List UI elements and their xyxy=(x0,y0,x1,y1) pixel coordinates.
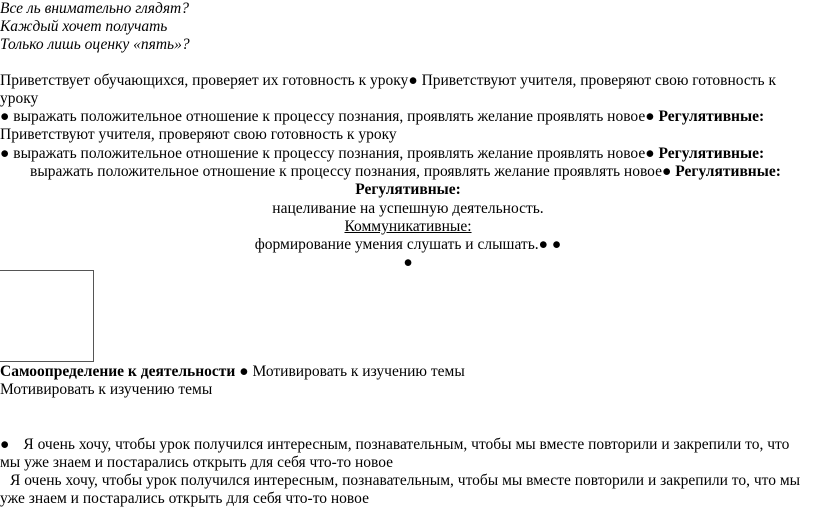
bullet-centered: ● xyxy=(403,254,413,271)
bullet: ● xyxy=(645,145,655,162)
regulative-heading: Регулятивные: xyxy=(355,181,461,198)
speech-line-1: ● Я очень хочу, чтобы урок получился интересным, познавательным, чтобы мы вместе повторили и закрепили то, что xyxy=(0,436,790,453)
bullet: ● xyxy=(0,108,10,125)
communicative-heading: Коммуникативные: xyxy=(344,218,472,235)
empty-frame xyxy=(0,270,94,362)
speech-line-2: мы уже знаем и постарались открыть для себя что-то новое xyxy=(0,454,394,471)
regulative-label: Регулятивные: xyxy=(671,163,781,180)
stage-line: Самоопределение к деятельности ● Мотивировать к изучению темы xyxy=(0,363,465,380)
bullet: ● xyxy=(408,72,418,89)
poem-line-1: Все ль внимательно глядят? xyxy=(0,0,190,17)
poem-line-3: Только лишь оценку «пять»? xyxy=(0,36,190,53)
communicative-text: формирование умения слушать и слышать.● ● xyxy=(254,236,562,253)
bullet: ● xyxy=(551,236,562,253)
bullet: ● xyxy=(538,236,549,253)
speech-line-4: уже знаем и постарались открыть для себя что-то новое xyxy=(0,490,369,507)
regulative-label: Регулятивные: xyxy=(654,108,765,125)
greeting-teacher: Приветствует обучающихся, проверяет их готовность к уроку xyxy=(0,72,409,89)
bullet: ● xyxy=(0,145,10,162)
attitude-line-2: ● выражать положительное отношение к процессу познания, проявлять желание проявлять новое● Регулятивные: xyxy=(0,145,765,162)
bullet: ● xyxy=(0,436,10,453)
greeting-line xyxy=(0,72,776,90)
bullet: ● xyxy=(645,108,655,125)
greeting-repeat: Приветствуют учителя, проверяют свою готовность к уроку xyxy=(0,126,397,143)
stage-title: Самоопределение к деятельности xyxy=(0,363,236,380)
stage-goal: Мотивировать к изучению темы xyxy=(0,381,213,398)
regulative-label: Регулятивные: xyxy=(654,145,765,162)
attitude-line-3: выражать положительное отношение к процессу познания, проявлять желание проявлять новое● Регулятивные: xyxy=(30,163,781,180)
greeting-continuation: уроку xyxy=(0,90,39,107)
greeting-students: Приветствуют учителя, проверяют свою готовность к xyxy=(417,72,777,89)
bullet: ● xyxy=(662,163,672,180)
poem-line-2: Каждый хочет получать xyxy=(0,18,168,35)
regulative-text: нацеливание на успешную деятельность. xyxy=(272,200,544,217)
speech-line-3: Я очень хочу, чтобы урок получился интересным, познавательным, чтобы мы вместе повторили и закрепили то, что мы xyxy=(10,472,801,489)
bullet: ● xyxy=(239,363,249,380)
attitude-line-1: ● выражать положительное отношение к процессу познания, проявлять желание проявлять новое● Регулятивные: xyxy=(0,108,765,125)
